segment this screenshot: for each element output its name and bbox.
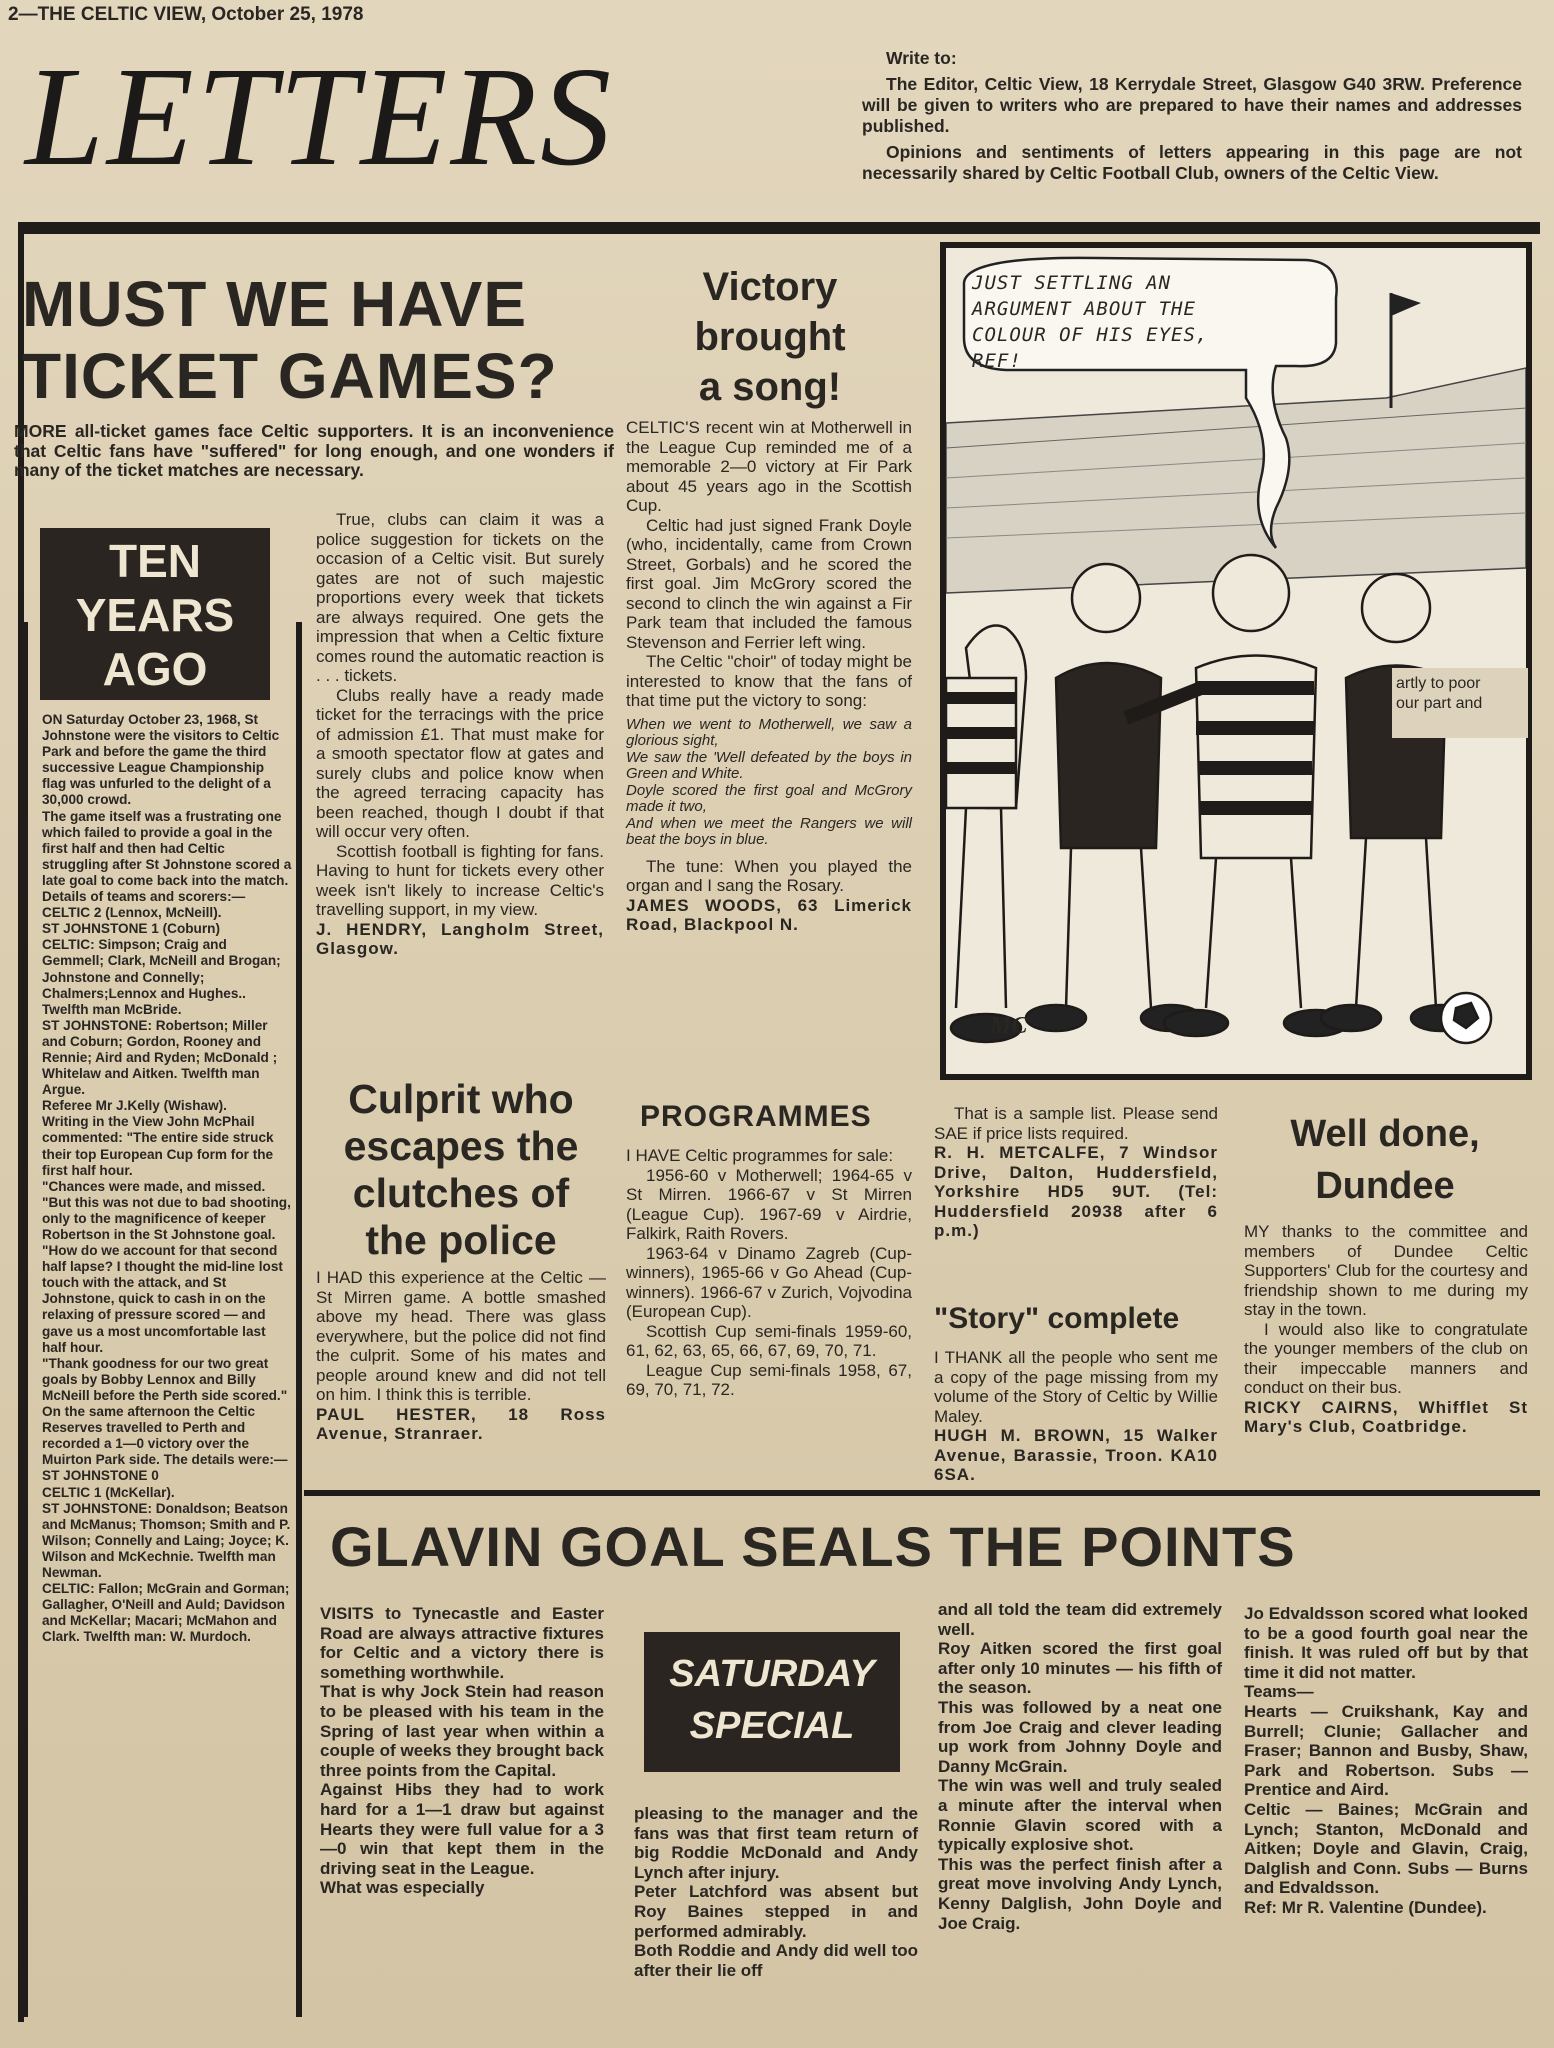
story-headline: "Story" complete xyxy=(934,1302,1180,1335)
ticket-headline-line2: TICKET GAMES? xyxy=(22,340,558,412)
ten-years-ago-badge xyxy=(40,528,270,700)
write-to-box xyxy=(862,48,1522,189)
victory-headline-line1: Victory xyxy=(702,265,838,309)
cartoon-panel xyxy=(940,242,1532,1080)
programmes-headline: PROGRAMMES xyxy=(640,1100,872,1133)
victory-verse xyxy=(626,717,912,849)
story-body xyxy=(934,1348,1218,1485)
programmes-body xyxy=(626,1146,912,1400)
victory-signature: JAMES WOODS, 63 Limerick Road, Blackpool N. xyxy=(626,895,912,934)
write-to-address: The Editor, Celtic View, 18 Kerrydale Street, Glasgow G40 3RW. Preference will be given to writers who are prepared to have their names and addresses published. xyxy=(862,74,1522,136)
programmes-para: 1956-60 v Motherwell; 1964-65 v St Mirren. 1966-67 v St Mirren (League Cup). 1967-69 v Airdrie, Falkirk, Raith Rovers. xyxy=(626,1165,912,1243)
ticket-para: Clubs really have a ready made ticket for the terracings with the price of admission £1. That must make for a smooth spectator flow at gates and surely clubs and police know when the agreed terracing capacity has been reached, though I doubt if that will occur very often. xyxy=(316,685,604,841)
ten-years-para: "Thank goodness for our two great goals by Bobby Lennox and Billy McNeill before the Perth side scored." xyxy=(42,1355,288,1403)
victory-para: The tune: When you played the organ and I sang the Rosary. xyxy=(626,856,912,895)
ten-years-para: Details of teams and scorers:— xyxy=(42,889,246,905)
ten-years-para: ST JOHNSTONE 0 xyxy=(42,1468,159,1484)
badge-line2: SPECIAL xyxy=(689,1705,855,1747)
victory-para: The Celtic "choir" of today might be interested to know that the fans of that time put the victory to song: xyxy=(626,652,912,710)
culprit-headline-line2: escapes the xyxy=(343,1123,579,1169)
culprit-headline-line1: Culprit who xyxy=(348,1076,574,1122)
glavin-para: This was the perfect finish after a great move involving Andy Lynch, Kenny Dalglish, John Doyle and Joe Craig. xyxy=(938,1854,1222,1933)
dundee-headline-line1: Well done, xyxy=(1290,1113,1480,1155)
glavin-headline: GLAVIN GOAL SEALS THE POINTS xyxy=(330,1515,1296,1578)
ticket-signature: J. HENDRY, Langholm Street, Glasgow. xyxy=(316,919,604,958)
ten-years-para: CELTIC 1 (McKellar). xyxy=(42,1484,175,1500)
ten-years-para: ON Saturday October 23, 1968, St Johnstone were the visitors to Celtic Park and before the game the third successive League Championship flag was unfurled to the delight of a 30,000 crowd. xyxy=(42,712,280,808)
write-to-label: Write to: xyxy=(886,48,957,68)
glavin-para: Celtic — Baines; McGrain and Lynch; Stanton, McDonald and Aitken; Doyle and Glavin, Craig, Dalglish and Conn. Subs — Burns and Edvaldsson. xyxy=(1244,1799,1528,1898)
top-rule xyxy=(18,222,1540,234)
glavin-para: That is why Jock Stein had reason to be pleased with his team in the Spring of last year when within a couple of weeks they brought back three points from the Capital. xyxy=(320,1682,604,1780)
cartoon-speech-text: JUST SETTLING AN ARGUMENT ABOUT THE COLOUR OF HIS EYES, REF! xyxy=(972,272,1209,372)
ten-years-para: ST JOHNSTONE: Robertson; Miller and Coburn; Gordon, Rooney and Rennie; Aird and Ryden; McDonald ; Whitelaw and Aitken. Twelfth man Argue. xyxy=(42,1017,278,1098)
ticket-intro: MORE all-ticket games face Celtic supporters. It is an inconvenience that Celtic fans have "suffered" for long enough, and one wonders if many of the ticket matches are necessary. xyxy=(14,421,614,480)
ticket-headline-line1: MUST WE HAVE xyxy=(22,268,528,340)
glavin-col3 xyxy=(938,1600,1222,1933)
glavin-para: Teams— xyxy=(1244,1682,1314,1702)
torn-text: artly to poor xyxy=(1396,675,1481,692)
glavin-para: and all told the team did extremely well. xyxy=(938,1600,1222,1639)
culprit-body xyxy=(316,1268,606,1444)
dundee-headline-line2: Dundee xyxy=(1315,1165,1455,1207)
ticket-body xyxy=(316,510,604,959)
glavin-para: Hearts — Cruikshank, Kay and Burrell; Clunie; Gallacher and Fraser; Bannon and Busby, Shaw, Park and Robertson. Subs — Prentice and Aird. xyxy=(1244,1701,1528,1800)
cartoon-torn-patch xyxy=(1392,668,1528,738)
victory-headline-line2: brought xyxy=(694,315,846,359)
ten-years-para: ST JOHNSTONE 1 (Coburn) xyxy=(42,921,220,937)
dundee-body xyxy=(1244,1222,1528,1437)
glavin-col2 xyxy=(634,1804,918,1980)
glavin-para: Against Hibs they had to work hard for a 1—1 draw but against Hearts they were full value for a 3—0 win that kept them in the driving seat in the League. xyxy=(320,1780,604,1878)
ten-years-text xyxy=(42,712,292,1645)
ten-years-para: On the same afternoon the Celtic Reserves travelled to Perth and recorded a 1—0 victory over the Muirton Park side. The details were:— xyxy=(42,1404,288,1468)
saturday-special-badge xyxy=(644,1632,900,1772)
glavin-para: VISITS to Tynecastle and Easter Road are always attractive fixtures for Celtic and a victory there is something worthwhile. xyxy=(320,1604,604,1682)
ticket-para: True, clubs can claim it was a police suggestion for tickets on the occasion of a Celtic visit. But surely gates are not of such majestic proportions every week that tickets are always required. One gets the impression that when a Celtic fixture comes round the automatic reaction is . . . tickets. xyxy=(316,510,604,685)
programmes-continued xyxy=(934,1104,1218,1241)
ten-years-para: "Chances were made, and missed. xyxy=(42,1178,266,1194)
ten-years-right-rule xyxy=(296,622,302,2017)
glavin-para: The win was well and truly sealed a minute after the interval when Ronnie Glavin scored with a typically explosive shot. xyxy=(938,1776,1222,1855)
culprit-headline-line4: the police xyxy=(365,1217,557,1263)
folio: 2—THE CELTIC VIEW, October 25, 1978 xyxy=(8,4,364,25)
victory-para: Celtic had just signed Frank Doyle (who, incidentally, came from Crown Street, Gorbals) and he scored the first goal. Jim McGrory scored the second to clinch the win against a Fir Park team that included the famous Stevenson and Ferrier left wing. xyxy=(626,515,912,652)
glavin-para: What was especially xyxy=(320,1878,485,1898)
victory-headline-line3: a song! xyxy=(698,365,842,409)
write-to-disclaimer: Opinions and sentiments of letters appearing in this page are not necessarily shared by Celtic Football Club, owners of the Celtic View. xyxy=(862,142,1522,183)
glavin-para: Both Roddie and Andy did well too after their lie off xyxy=(634,1941,918,1980)
mid-rule xyxy=(304,1490,1540,1496)
programmes-para: I HAVE Celtic programmes for sale: xyxy=(626,1146,894,1165)
glavin-para: pleasing to the manager and the fans was that first team return of big Roddie McDonald and Andy Lynch after injury. xyxy=(634,1804,918,1882)
programmes-signature: R. H. METCALFE, 7 Windsor Drive, Dalton, Huddersfield, Yorkshire HD5 9UT. (Tel: Huddersfield 20938 after 6 p.m.) xyxy=(934,1143,1218,1240)
verse-line: And when we meet the Rangers we will beat the boys in blue. xyxy=(626,814,912,848)
story-signature: HUGH M. BROWN, 15 Walker Avenue, Barassie, Troon. KA10 6SA. xyxy=(934,1426,1218,1484)
ten-years-para: CELTIC: Fallon; McGrain and Gorman; Gallagher, O'Neill and Auld; Davidson and McKellar; Macari; McMahon and Clark. Twelfth man: W. Murdoch. xyxy=(42,1581,290,1645)
verse-line: Doyle scored the first goal and McGrory made it two, xyxy=(626,781,912,815)
programmes-para: League Cup semi-finals 1958, 67, 69, 70, 71, 72. xyxy=(626,1360,912,1399)
verse-line: When we went to Motherwell, we saw a glorious sight, xyxy=(626,715,912,749)
ten-years-title1: TEN xyxy=(109,535,201,587)
culprit-signature: PAUL HESTER, 18 Ross Avenue, Stranraer. xyxy=(316,1404,606,1443)
glavin-para: Roy Aitken scored the first goal after only 10 minutes — his fifth of the season. xyxy=(938,1639,1222,1698)
victory-headline xyxy=(640,262,900,412)
ten-years-para: The game itself was a frustrating one which failed to provide a goal in the first half and then had Celtic struggling after St Johnstone scored a late goal to come back into the match. xyxy=(42,808,292,888)
torn-text: our part and xyxy=(1396,695,1483,712)
programmes-para: 1963-64 v Dinamo Zagreb (Cup-winners), 1965-66 v Go Ahead (Cup-winners). 1966-67 v Zurich, Vojvodina (European Cup). xyxy=(626,1243,912,1321)
ten-years-para: CELTIC: Simpson; Craig and Gemmell; Clark, McNeill and Brogan; Johnstone and Connelly; Chalmers;Lennox and Hughes.. Twelfth man McBride. xyxy=(42,937,281,1017)
story-para: I THANK all the people who sent me a copy of the page missing from my volume of the Story of Celtic by Willie Maley. xyxy=(934,1348,1218,1426)
ten-years-para: CELTIC 2 (Lennox, McNeill). xyxy=(42,905,222,921)
glavin-col4 xyxy=(1244,1604,1528,1918)
badge-line1: SATURDAY xyxy=(669,1653,875,1695)
ten-years-para: Referee Mr J.Kelly (Wishaw). xyxy=(42,1098,227,1114)
ten-years-para: Writing in the View John McPhail commented: "The entire side struck their top European Cup form for the first half hour. xyxy=(42,1114,274,1178)
glavin-para: Peter Latchford was absent but Roy Baines stepped in and performed admirably. xyxy=(634,1882,918,1941)
ten-years-para: "But this was not due to bad shooting, only to the magnificence of keeper Robertson in the St Johnstone goal. xyxy=(42,1194,291,1242)
ticket-headline xyxy=(22,268,682,412)
victory-body xyxy=(626,418,912,935)
programmes-para: Scottish Cup semi-finals 1959-60, 61, 62, 63, 65, 66, 67, 69, 70, 71. xyxy=(626,1321,912,1360)
glavin-col1 xyxy=(320,1604,604,1898)
glavin-para: Ref: Mr R. Valentine (Dundee). xyxy=(1244,1897,1487,1917)
verse-line: We saw the 'Well defeated by the boys in Green and White. xyxy=(626,748,912,782)
dundee-headline xyxy=(1240,1108,1530,1212)
ticket-para: Scottish football is fighting for fans. Having to hunt for tickets every other week isn't likely to increase Celtic's travelling support, in my view. xyxy=(316,841,604,919)
glavin-para: Jo Edvaldsson scored what looked to be a good fourth goal near the finish. It was ruled off but by that time it did not matter. xyxy=(1244,1604,1528,1682)
ten-years-side-rule xyxy=(22,622,28,2017)
ten-years-para: "How do we account for that second half lapse? I thought the mid-line lost touch with the attack, and St Johnstone, quick to cash in on the relaxing of pressure scored — and gave us a most uncomfortable last half hour. xyxy=(42,1243,283,1355)
ten-years-title3: AGO xyxy=(102,643,208,695)
culprit-para: I HAD this experience at the Celtic — St Mirren game. A bottle smashed above my head. There was glass everywhere, but the police did not find the culprit. Some of his mates and people around knew and did not tell on him. I think this is terrible. xyxy=(316,1268,606,1404)
masthead-title: LETTERS xyxy=(25,37,615,195)
dundee-para: MY thanks to the committee and members of Dundee Celtic Supporters' Club for the courtesy and friendship shown to me during my stay in the town. xyxy=(1244,1222,1528,1319)
victory-para: CELTIC'S recent win at Motherwell in the League Cup reminded me of a memorable 2—0 victory at Fir Park about 45 years ago in the Scottish Cup. xyxy=(626,418,912,515)
programmes-para: That is a sample list. Please send SAE if price lists required. xyxy=(934,1104,1218,1143)
ten-years-title2: YEARS xyxy=(75,589,235,641)
culprit-headline xyxy=(316,1076,606,1264)
dundee-signature: RICKY CAIRNS, Whifflet St Mary's Club, Coatbridge. xyxy=(1244,1397,1528,1436)
glavin-para: This was followed by a neat one from Joe Craig and clever leading up work from Johnny Doyle and Danny McGrain. xyxy=(938,1697,1222,1776)
dundee-para: I would also like to congratulate the younger members of the club on their impeccable manners and conduct on their bus. xyxy=(1244,1319,1528,1397)
ten-years-para: ST JOHNSTONE: Donaldson; Beatson and McManus; Thomson; Smith and P. Wilson; Connelly and Laing; Joyce; K. Wilson and McKechnie. Twelfth man Newman. xyxy=(42,1500,291,1580)
culprit-headline-line3: clutches of xyxy=(352,1170,570,1216)
cartoon-signature: MC xyxy=(990,1013,1028,1039)
